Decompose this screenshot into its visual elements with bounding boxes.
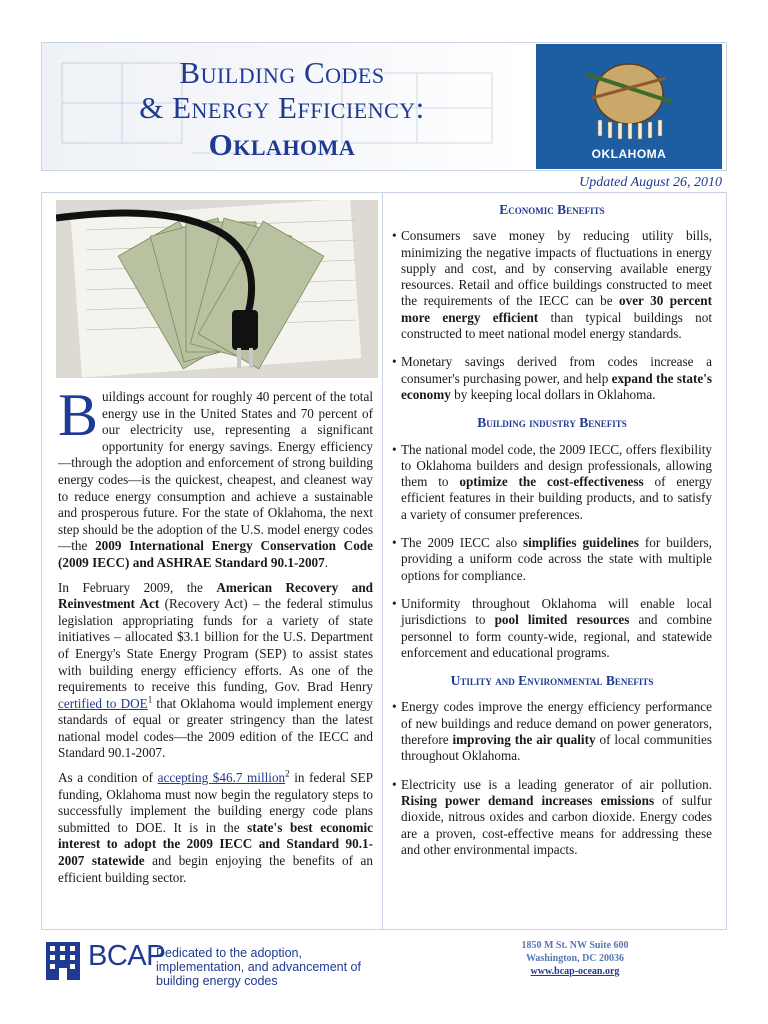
benefits-column (392, 200, 712, 870)
industry-b3-end: and combine personnel to form county-wide, regional, and statewide enforcement and educational programs. (401, 612, 712, 660)
intro-paragraph-3 (58, 770, 373, 886)
certified-to-doe-link[interactable]: certified to DOE (58, 695, 148, 711)
industry-b2-text: The 2009 IECC also (401, 535, 524, 551)
utility-b2-text: Electricity use is a leading generator of air pollution. (401, 776, 712, 792)
intro-p3-bold: state's best economic interest to adopt the 2009 IECC and Standard 90.1-2007 statewide (58, 819, 373, 869)
economic-b2-text: Monetary savings derived from codes increase a consumer's purchasing power, and help (401, 354, 712, 386)
economic-bullet-1 (392, 228, 712, 342)
intro-paragraph-1 (58, 382, 373, 572)
intro-p1-end: . (324, 554, 329, 570)
intro-p3-text-2: in federal SEP funding, Oklahoma must now begin the regulatory steps to successfully implement the building energy code plans submitted to DOE. It is in the (58, 770, 374, 835)
utility-b2-end: of sulfur dioxide, nitrous oxides and carbon dioxide. Energy codes are a proven, cost-effective means for addressing these and other environmental impacts. (401, 792, 712, 857)
flag-label: OKLAHOMA (591, 147, 667, 161)
economic-b1-text: Consumers save money by reducing utility bills, minimizing the negative impacts of fluctuations in energy supply and cost, and by conserving available energy resources. Retail and office buildings constructed to meet the requirements of the IECC can be (401, 228, 712, 309)
address-block (470, 939, 680, 978)
title-line-3: Oklahoma (208, 127, 356, 162)
oklahoma-flag (536, 44, 722, 169)
industry-bullet-1 (392, 442, 712, 523)
economic-b1-bold: over 30 percent more energy efficient (401, 293, 712, 325)
bcap-tagline: Dedicated to the adoption, implementation, and advancement of building energy codes (156, 946, 361, 988)
address-line-1: 1850 M St. NW Suite 600 (521, 940, 629, 951)
intro-paragraph-2 (58, 580, 373, 763)
industry-b1-end: of energy efficient features in their building products, and to satisfy a variety of consumer preferences. (401, 474, 712, 522)
economic-b2-end: by keeping local dollars in Oklahoma. (450, 386, 656, 402)
intro-column (58, 382, 374, 894)
intro-p2-text: In February 2009, the (58, 579, 217, 595)
bcap-wordmark: BCAP (88, 940, 165, 972)
industry-b2-bold: simplifies guidelines (523, 535, 639, 551)
title-line-1: Building Codes (179, 55, 385, 90)
title-line-2: & Energy Efficiency: (139, 90, 425, 125)
address-line-2: Washington, DC 20036 (525, 953, 625, 964)
intro-p1-bold: 2009 International Energy Conservation Code (2009 IECC) and ASHRAE Standard 90.1-2007 (58, 538, 373, 570)
updated-date: Updated August 26, 2010 (579, 175, 722, 190)
utility-b1-bold: improving the air quality (452, 732, 596, 748)
utility-b1-text: Energy codes improve the energy efficiency performance of new buildings and reduce demand on power generators, therefore (401, 699, 712, 748)
intro-p2-text-3: that Oklahoma would implement energy standards of equal or greater stringency than the latest national model codes—the 2009 edition of the IECC and Standard 90.1-2007. (58, 695, 373, 761)
footnote-1-marker: 1 (147, 694, 153, 705)
building-logo-icon (44, 938, 84, 982)
photo-illustration (56, 200, 378, 378)
website-link[interactable]: www.bcap-ocean.org (530, 966, 620, 977)
utility-b1-end: of local communities throughout Oklahoma. (401, 732, 712, 764)
intro-p3-text: As a condition of (58, 770, 158, 786)
industry-b1-bold: optimize the cost-effectiveness (459, 474, 644, 490)
economic-bullet-2 (392, 354, 712, 403)
economic-b1-end: than typical buildings not constructed to meet national model energy standards. (401, 309, 712, 342)
intro-p2-bold: American Recovery and Reinvestment Act (58, 579, 374, 612)
utility-bullet-2 (392, 777, 712, 858)
economic-benefits-heading: Economic Benefits (499, 202, 605, 217)
bcap-logo (44, 938, 380, 988)
accepting-funding-link[interactable]: accepting $46.7 million (157, 770, 286, 786)
industry-b2-end: for builders, providing a uniform code across the state with multiple options for compliance. (401, 535, 712, 583)
industry-b1-text: The national model code, the 2009 IECC, offers flexibility to Oklahoma builders and design professionals, allowing them to (401, 441, 712, 490)
column-divider (382, 192, 383, 930)
industry-bullet-3 (392, 596, 712, 661)
industry-b3-bold: pool limited resources (494, 612, 630, 628)
economic-b2-bold: expand the state's economy (401, 370, 712, 402)
industry-benefits-heading: Building industry Benefits (477, 415, 627, 431)
intro-p1-text: uildings account for roughly 40 percent of the total energy use in the United States and 70 percent of our electricity use, representing a significant opportunity for energy savings. Energy efficiency—through the adoption and enforcement of strong building energy codes—is the quickest, cheapest, and cleanest way to reduce energy consumption and achieve a sustainable and prosperous future. For the state of Oklahoma, the next step should be the adoption of the U.S. model energy codes—the (58, 389, 373, 554)
intro-p2-text-2: (Recovery Act) – the federal stimulus legislation appropriating funds for a variety of state initiatives – allocated $3.1 billion for the U.S. Department of Energy's State Energy Program (SEP) to assist states with building energy efficiency efforts. As one of the requirements to receive this funding, Gov. Brad Henry (58, 596, 373, 695)
industry-b3-text: Uniformity throughout Oklahoma will enable local jurisdictions to (401, 595, 712, 628)
intro-p3-end: and begin enjoying the benefits of an efficient building sector. (58, 853, 373, 885)
utility-b2-bold: Rising power demand increases emissions (401, 792, 655, 808)
utility-bullet-1 (392, 699, 712, 764)
utility-benefits-heading: Utility and Environmental Benefits (450, 673, 654, 689)
footnote-2-marker: 2 (285, 768, 290, 779)
money-and-plug-photo (56, 200, 378, 378)
industry-bullet-2 (392, 535, 712, 584)
drop-cap: B (58, 382, 99, 448)
flag-shield-icon (536, 44, 722, 144)
